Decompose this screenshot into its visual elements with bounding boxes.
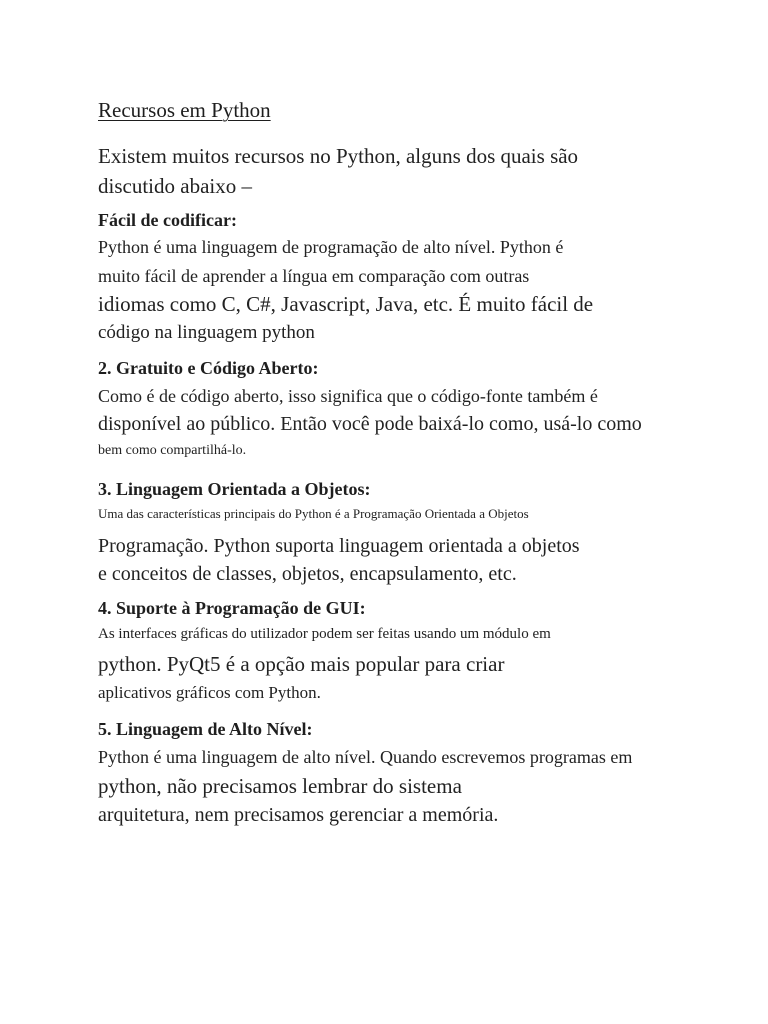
paragraph-line: python, não precisamos lembrar do sistema [98,774,462,798]
paragraph-line: As interfaces gráficas do utilizador podem ser feitas usando um módulo em [98,626,551,642]
section-heading: 4. Suporte à Programação de GUI: [98,598,366,618]
section-heading: Fácil de codificar: [98,210,237,230]
paragraph-line: código na linguagem python [98,322,315,343]
document-title: Recursos em Python [98,98,271,122]
paragraph-line: disponível ao público. Então você pode baixá-lo como, usá-lo como [98,413,642,435]
paragraph-line: Uma das características principais do Python é a Programação Orientada a Objetos [98,506,529,521]
section-heading: 3. Linguagem Orientada a Objetos: [98,479,371,499]
paragraph-line: bem como compartilhá-lo. [98,443,247,458]
paragraph-line: Como é de código aberto, isso significa que o código-fonte também é [98,386,598,406]
paragraph-line: Python é uma linguagem de alto nível. Quando escrevemos programas em [98,747,633,767]
paragraph-line: idiomas como C, C#, Javascript, Java, etc. É muito fácil de [98,292,594,316]
section-heading: 5. Linguagem de Alto Nível: [98,719,313,739]
section-heading: 2. Gratuito e Código Aberto: [98,358,319,378]
paragraph-line: aplicativos gráficos com Python. [98,683,321,702]
paragraph-line: e conceitos de classes, objetos, encapsulamento, etc. [98,563,517,585]
paragraph-line: Programação. Python suporta linguagem orientada a objetos [98,535,580,557]
paragraph-line: python. PyQt5 é a opção mais popular para criar [98,652,505,676]
paragraph-line: muito fácil de aprender a língua em comparação com outras [98,266,530,286]
paragraph-line: arquitetura, nem precisamos gerenciar a memória. [98,804,499,826]
paragraph-line: discutido abaixo – [98,174,252,198]
paragraph-line: Existem muitos recursos no Python, alguns dos quais são [98,144,579,168]
paragraph-line: Python é uma linguagem de programação de alto nível. Python é [98,237,564,257]
